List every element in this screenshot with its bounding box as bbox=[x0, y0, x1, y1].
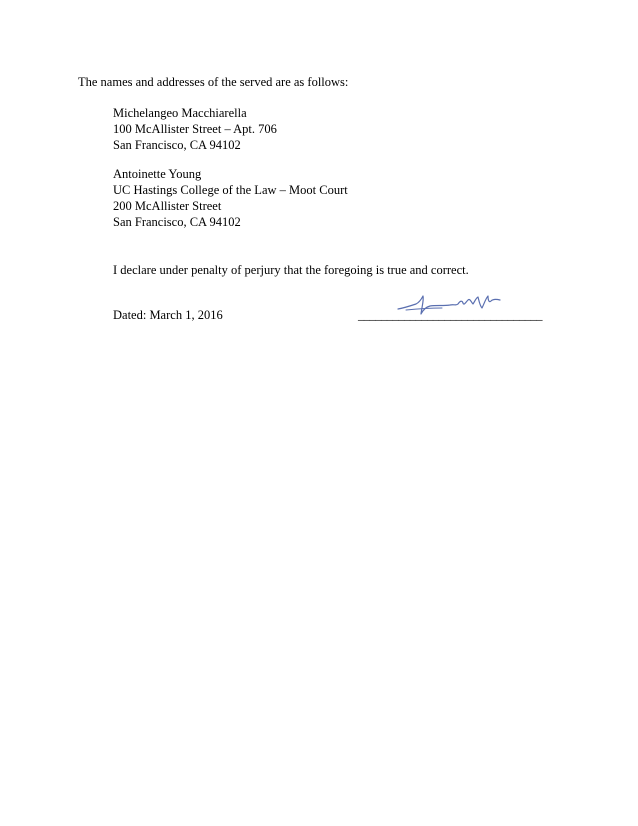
recipient-address-1 bbox=[113, 105, 277, 153]
recipient-name: Michelangeo Macchiarella bbox=[113, 106, 247, 120]
signature-line: ________________________________ bbox=[358, 308, 542, 322]
recipient-address-line: 100 McAllister Street – Apt. 706 bbox=[113, 122, 277, 136]
recipient-address-line: UC Hastings College of the Law – Moot Court bbox=[113, 183, 348, 197]
date-line: Dated: March 1, 2016 bbox=[113, 308, 223, 322]
perjury-declaration: I declare under penalty of perjury that the foregoing is true and correct. bbox=[113, 263, 469, 277]
handwritten-signature bbox=[396, 292, 506, 318]
recipient-address-line: San Francisco, CA 94102 bbox=[113, 215, 241, 229]
intro-text: The names and addresses of the served are as follows: bbox=[78, 75, 349, 89]
recipient-name: Antoinette Young bbox=[113, 167, 202, 181]
recipient-address-2 bbox=[113, 166, 348, 230]
recipient-address-line: San Francisco, CA 94102 bbox=[113, 138, 241, 152]
recipient-address-line: 200 McAllister Street bbox=[113, 199, 222, 213]
